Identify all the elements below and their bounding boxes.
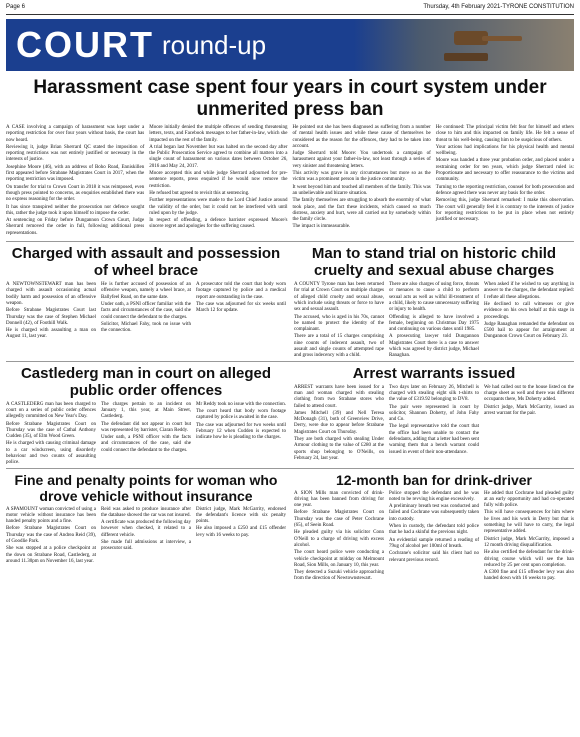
- article-paragraph: The accused, who is aged in his 70s, cannot be named to protect the identity of the complainant.: [294, 314, 384, 333]
- warrants-article: [294, 362, 574, 468]
- article-paragraph: Reid was asked to produce insurance after the database showed the car was not insured.: [101, 506, 191, 518]
- text-column: [484, 385, 574, 464]
- text-column: [6, 402, 96, 468]
- article-paragraph: At sentencing on Friday before Dungannon Crown Court, Judge Sherrard removed the order in full, following additional press representations.: [6, 218, 145, 236]
- article-paragraph: The court heard that body worn footage captured by police is awaited in the case.: [196, 408, 286, 421]
- text-column: [484, 491, 574, 584]
- article-paragraph: On transfer for trial to Crown Court in 2018 it was reimposed, even though press pointed to concerns, as enquiries established there was no express reasoning for the order.: [6, 184, 145, 203]
- article-paragraph: Judge Sherrard told Moore: You undertook a campaign of harassment against your father-in-law, not least through a series of very sinister and threatening letters.: [292, 151, 431, 169]
- article-paragraph: He is charged with causing criminal damage to a car windscreen, using disorderly behaviour and two counts of assaulting police.: [6, 441, 96, 466]
- article-paragraph: District judge, Mark McGarrity, imposed a 12 month driving disqualification.: [484, 536, 574, 548]
- article-paragraph: They detected a Suzuki vehicle approaching from the direction of Newtownstewart.: [294, 570, 384, 582]
- article-paragraph: A certificate was produced the following day however when checked, it related to a different vehicle.: [101, 520, 191, 538]
- article-paragraph: He is further accused of possession of an offensive weapon, namely a wheel brace, at Ballyfeel Road, on the same date.: [101, 282, 191, 300]
- drink-driver-article: [294, 469, 574, 584]
- text-column: [436, 125, 574, 238]
- castlederg-article: [6, 362, 286, 468]
- article-paragraph: In respect of offending, a defence barrister expressed Moore's sincere regret and apologies for the suffering caused.: [149, 218, 288, 230]
- drink-driver-body: [294, 491, 574, 584]
- article-paragraph: Under oath, a PSNI officer with the facts and circumstances of the case, said she could connect the defendant to the charges.: [101, 435, 191, 453]
- assault-article: [6, 242, 286, 361]
- text-column: [196, 402, 286, 468]
- castlederg-headline: Castlederg man in court on alleged public order offences: [20, 364, 272, 399]
- article-paragraph: Moore was handed a three year probation order, and placed under a restraining order for ten years, which judge Sherrard ruled is: Proportionate and necessary to offer reassurance to the victims and community.: [435, 158, 574, 183]
- text-column: [6, 282, 96, 342]
- article-paragraph: A SION Mills man convicted of drink-driving has been banned from driving for one year.: [294, 490, 384, 509]
- warrants-body: [294, 385, 574, 464]
- article-paragraph: Turning to the reporting restriction, counsel for both prosecution and defence agreed there was never any basis for the order.: [435, 184, 574, 196]
- text-column: [101, 507, 191, 567]
- article-paragraph: It went beyond him and touched all members of the family. This was an unbelievable and bizarre situation.: [292, 184, 431, 196]
- text-column: [389, 491, 479, 584]
- drink-driver-headline: 12-month ban for drink-driver: [335, 471, 533, 488]
- article-paragraph: Before Strabane Magistrates Court on Thursday was the case of Cathal Anthony Cudden (35), of Elm Wood Green.: [6, 421, 96, 440]
- article-paragraph: He declined to call witnesses or give evidence on his own behalf at this stage in proceedings.: [484, 301, 574, 320]
- article-paragraph: This will have consequences for him where he lives and his work in Derry but that is something he will have to carry, the legal representative added.: [484, 510, 574, 535]
- article-paragraph: Before Strabane Magistrates Court on Thursday was the case of Peter Cochrane (65), of Seein Road.: [294, 510, 384, 529]
- article-paragraph: We had called out to the house listed on the charge sheet as well and there was different occupants there, Ms Doherty added.: [484, 384, 574, 403]
- insurance-article: [6, 469, 286, 584]
- text-column: [6, 125, 144, 238]
- article-paragraph: The family themselves are struggling to absorb the enormity of what took place, and the fact these incidents, which caused so much distress, anxiety and hurt, were all carried out by somebody within the family circle.: [292, 198, 431, 223]
- gavel-photo: [354, 19, 574, 71]
- text-column: [101, 402, 191, 468]
- article-paragraph: They are both charged with stealing Under Armour clothing to the value of £280 at the sports shop belonging to O'Neills, on February 24, last year.: [294, 436, 384, 461]
- article-paragraph: He added that Cochrane had pleaded guilty at an early opportunity and had co-operated fully with police.: [484, 490, 574, 509]
- text-column: [101, 282, 191, 342]
- article-paragraph: A CASTLEDERG man has been charged to court on a series of public order offences allegedly committed on New Year's Day.: [6, 401, 96, 420]
- article-paragraph: ARREST warrants have been issued for a man and woman charged with stealing clothing from two Strabane stores who failed to attend court.: [294, 384, 384, 409]
- castlederg-body: [6, 402, 286, 468]
- article-paragraph: He pointed out she has been diagnosed as suffering from a number of mental health issues and while these cause of themselves be considered as the reason for the offences, they had to be taken into account.: [292, 125, 431, 149]
- article-paragraph: A CASE involving a campaign of harassment was kept under a reporting restriction for over four years without basis, the court has now heard.: [6, 125, 145, 143]
- assault-body: [6, 282, 286, 342]
- page-header: [6, 0, 574, 15]
- article-paragraph: A £300 fine and £15 offender levy was also handed down with 16 weeks to pay.: [484, 570, 574, 582]
- article-paragraph: Your actions had implications for his physical health and mental wellbeing.: [435, 144, 574, 157]
- trial-headline: Man to stand trial on historic child cruelty and sexual abuse charges: [311, 245, 557, 280]
- article-paragraph: Removing this, judge Sherrard remarked: I make this observation. The court will generally feel it is contrary to the interests of justice for reporting restrictions to be put in place when not entirely justified or necessary.: [435, 198, 574, 223]
- insurance-headline: Fine and penalty points for woman who drove vehicle without insurance: [14, 471, 278, 504]
- trial-body: [294, 282, 574, 361]
- article-paragraph: There are also charges of using force, threats or menaces to cause a child to perform sexual acts as well as wilful ill-treatment of a child, likely to cause unnecessary suffering or injury to health.: [389, 282, 479, 313]
- text-column: [294, 282, 384, 361]
- article-paragraph: He pleaded guilty via his solicitor Conn O'Neill to a charge of driving with excess alcohol.: [294, 530, 384, 548]
- article-paragraph: A trial began last November but was halted on the second day after the Public Prosecution Service agreed to combine all matters into a single count of harassment on various dates between October 26, 2016 and May 24, 2017.: [149, 144, 288, 169]
- article-paragraph: A COUNTY Tyrone man has been returned for trial at Crown Court on multiple charges of alleged child cruelty and sexual abuse, which include using threats or force to have sex and sexual assault.: [294, 282, 384, 313]
- text-column: [389, 385, 479, 464]
- dateline: Thursday, 4th February 2021-TYRONE CONSTITUTION: [423, 4, 574, 10]
- article-paragraph: It has since transpired neither the prosecution nor defence sought this, rather the judge took it upon himself to impose the order.: [6, 204, 145, 216]
- article-paragraph: District judge, Mark McGarrity, endorsed the defendant's licence with six penalty points.: [196, 506, 286, 525]
- article-paragraph: District judge, Mark McGarrity, issued an arrest warrant for the pair.: [484, 404, 574, 416]
- text-column: [294, 491, 384, 584]
- text-column: [149, 125, 287, 238]
- article-paragraph: When in custody, the defendant told police that he had a skinful the previous night.: [389, 524, 479, 536]
- text-column: [294, 385, 384, 464]
- article-paragraph: He also certified the defendant for the drink-driving course which will see the ban reduced by 25 per cent upon completion.: [484, 550, 574, 568]
- court-roundup-banner: [6, 19, 574, 71]
- article-paragraph: Two days later on February 26, Mitchell is charged with stealing eight silk t-shirts to the value of £319.92 belonging to DV8.: [389, 384, 479, 403]
- text-column: [389, 282, 479, 361]
- article-paragraph: He also imposed a £250 and £15 offender levy with 16 weeks to pay.: [196, 526, 286, 538]
- article-paragraph: A prosecutor told the court that body worn footage captured by police and a medical report are outstanding in the case.: [196, 282, 286, 300]
- lead-article-body: [6, 125, 574, 238]
- article-paragraph: He continued: The principal victim felt fear for himself and others close to him and this impacted on family life. He felt a sense of threat to his well-being, causing him to be suspicious of others.: [435, 125, 574, 143]
- article-paragraph: A prosecuting lawyer told Dungannon Magistrates Court there is a case to answer which was agreed by district judge, Michael Ranaghan.: [389, 334, 479, 359]
- article-paragraph: The case was adjourned for six weeks until March 12 for update.: [196, 301, 286, 314]
- article-paragraph: She made full admissions at interview, a prosecutor said.: [101, 540, 191, 552]
- article-paragraph: He is charged with assaulting a man on August 11, last year.: [6, 328, 96, 340]
- article-paragraph: The impact is immeasurable.: [292, 224, 351, 230]
- article-paragraph: Police stopped the defendant and he was noted to be revving his engine excessively.: [389, 490, 479, 502]
- article-paragraph: Reviewing it, judge Brian Sherrard QC stated the imposition of reporting restrictions was not entirely justified or necessary in the interests of justice.: [6, 144, 145, 163]
- warrants-headline: Arrest warrants issued: [352, 364, 516, 382]
- article-paragraph: There are a total of 15 charges comprising nine counts of indecent assault, two of assault and single counts of attempted rape and gross indecency with a child.: [294, 334, 384, 359]
- text-column: [293, 125, 431, 238]
- banner-court: COURT: [16, 24, 154, 65]
- article-paragraph: Under oath, a PSNI officer familiar with the facts and circumstances of the case, said she could connect the defendant to the charges.: [101, 301, 191, 320]
- article-paragraph: The pair were represented in court by solicitor, Shannon Doherty, of John Fahy and Co.: [389, 404, 479, 423]
- article-paragraph: Offending is alleged to have involved a female, beginning on Christmas Day 1975 and continuing on various dates until 1985.: [389, 314, 479, 333]
- article-paragraph: Before Strabane Magistrates Court last Thursday was the case of Stephen Michael Donnell (42), of Foothill Walk.: [6, 308, 96, 326]
- lead-headline: Harassment case spent four years in court system under unmerited press ban: [33, 77, 547, 120]
- assault-headline: Charged with assault and possession of wheel brace: [11, 245, 281, 280]
- article-paragraph: The defendant did not appear in court but was represented by barrister, Ciaran Reddy.: [101, 421, 191, 433]
- article-paragraph: James Mitchell (39) and Nell Teresa McDonagh (31), both of Greenview Drive, Derry, were due to appear before Strabane Magistrates Court on Thursday.: [294, 410, 384, 435]
- article-paragraph: Josephine Moore (46), with an address of Boho Road, Enniskillen first appeared before Strabane Magistrates Court in 2017, when the reporting restriction was imposed.: [6, 164, 145, 183]
- gavel-icon: [434, 27, 524, 63]
- article-paragraph: A SPAMOUNT woman convicted of using a motor vehicle without insurance has been handed penalty points and a fine.: [6, 506, 96, 525]
- banner-roundup: round-up: [162, 29, 267, 60]
- article-paragraph: Cochrane's solicitor said his client had no relevant previous record.: [389, 551, 479, 563]
- article-paragraph: The legal representative told the court that the office had been unable to contact the defendants, adding that a letter had been sent warning them that a bench warrant could issued in event of their non-attendance.: [389, 424, 479, 455]
- page-number: Page 6: [6, 4, 26, 10]
- article-paragraph: This activity was grave in any circumstances but more so as the victim was a prominent person in the justice community.: [292, 171, 431, 183]
- article-paragraph: Before Strabane Magistrates Court on Thursday was the case of Andrea Reid (39), of Goodlie Park.: [6, 526, 96, 545]
- article-paragraph: The case was adjourned for two weeks until February 12 when Cudden is expected to indicate how he is pleading to the charges.: [196, 422, 286, 441]
- article-paragraph: The court heard police were conducting a vehicle checkpoint at midday on Melmount Road, Sion Mills, on January 10, this year.: [294, 550, 384, 568]
- article-paragraph: A preliminary breath test was conducted and failed and Cochrane was subsequently taken into custody.: [389, 504, 479, 522]
- article-paragraph: Solicitor, Michael Fahy, took no issue with the connection.: [101, 321, 191, 334]
- article-paragraph: Moore initially denied the multiple offences of sending threatening letters, texts, and Facebook messages to her father-in-law, which she impacted on the rest of the family.: [149, 125, 288, 143]
- text-column: [196, 282, 286, 342]
- article-paragraph: When asked if he wished to say anything in answer to the charges, the defendant replied: I refute all these allegations.: [484, 282, 574, 300]
- article-paragraph: Further representations were made to the Lord Chief Justice around the validity of the order, but it could not be interfered with until ruled upon by the judge.: [149, 198, 288, 216]
- article-paragraph: Moore accepted this and while judge Sherrard adjourned for pre-sentence reports, press enquired if he would now remove the restriction.: [149, 171, 288, 189]
- text-column: [484, 282, 574, 361]
- trial-article: [294, 242, 574, 361]
- article-paragraph: Judge Ranaghan remanded the defendant on £500 bail to appear for arraignment at Dungannon Crown Court on February 23.: [484, 321, 574, 340]
- article-paragraph: A NEWTOWNSTEWART man has been charged with assault occasioning actual bodily harm and possession of an offensive weapon.: [6, 282, 96, 306]
- article-paragraph: Mr Reddy took no issue with the connection.: [196, 401, 286, 407]
- article-paragraph: She was stopped at a police checkpoint at the down on Strabane Road, Castlederg, at around 11.30pm on November 16, last year.: [6, 546, 96, 564]
- text-column: [196, 507, 286, 567]
- article-paragraph: An evidential sample returned a reading of 79ug of alcohol per 100ml of breath.: [389, 537, 479, 549]
- text-column: [6, 507, 96, 567]
- article-paragraph: The charges pertain to an incident on January 1, this year, at Main Street, Castlederg.: [101, 401, 191, 420]
- insurance-body: [6, 507, 286, 567]
- article-paragraph: He refused but agreed to revisit this at sentencing.: [149, 190, 250, 196]
